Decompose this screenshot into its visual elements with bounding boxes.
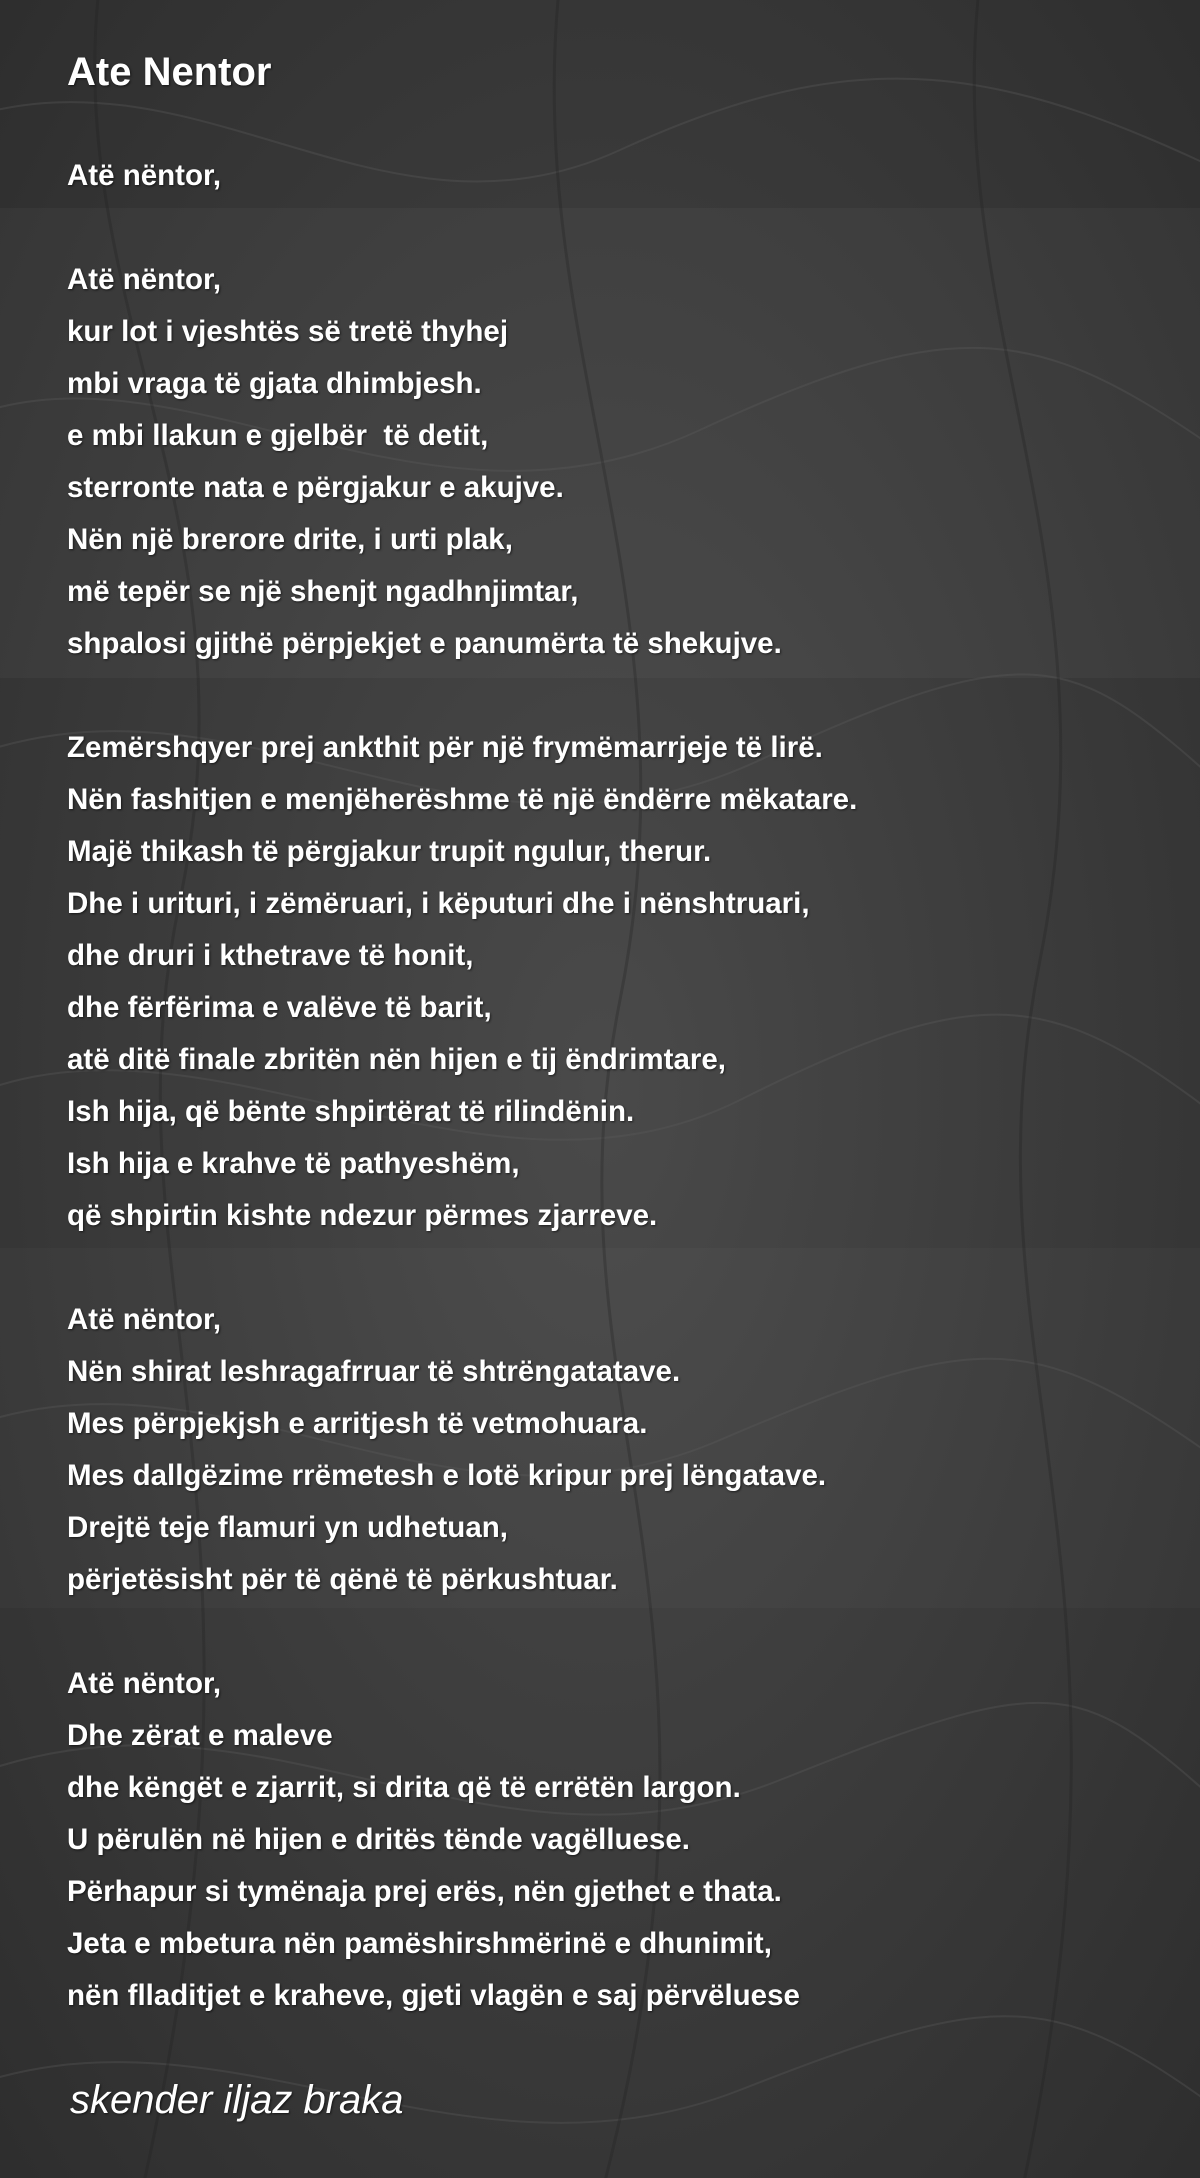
poem-line: Zemërshqyer prej ankthit për një frymëmarrjeje të lirë. (67, 731, 823, 764)
poem-line: dhe fërfërima e valëve të barit, (67, 991, 492, 1024)
stanza (67, 150, 1167, 202)
poem-line: Atë nëntor, (67, 1667, 222, 1700)
poem-line: Drejtë teje flamuri yn udhetuan, (67, 1511, 508, 1544)
poem-line: U përulën në hijen e dritës tënde vagëlluese. (67, 1823, 690, 1856)
poem-line: Nën një brerore drite, i urti plak, (67, 523, 513, 556)
poem-line: nën flladitjet e kraheve, gjeti vlagën e saj përvëluese (67, 1979, 800, 2012)
poem-line: Jeta e mbetura nën pamëshirshmërinë e dhunimit, (67, 1927, 772, 1960)
poem-line: Atë nëntor, (67, 1303, 222, 1336)
poem-line: sterronte nata e përgjakur e akujve. (67, 471, 564, 504)
poem-line: kur lot i vjeshtës së tretë thyhej (67, 315, 509, 348)
poem-line: Dhe i urituri, i zëmëruari, i këputuri dhe i nënshtruari, (67, 887, 810, 920)
poem-line: Dhe zërat e maleve (67, 1719, 333, 1752)
stanza (67, 1658, 1167, 2022)
poem-line: Mes dallgëzime rrëmetesh e lotë kripur prej lëngatave. (67, 1459, 827, 1492)
poem-line: Nën fashitjen e menjëherëshme të një ëndërre mëkatare. (67, 783, 858, 816)
poem-line: që shpirtin kishte ndezur përmes zjarreve. (67, 1199, 658, 1232)
stanza (67, 254, 1167, 670)
poem-author: skender iljaz braka (70, 2078, 404, 2122)
poem-line: Majë thikash të përgjakur trupit ngulur, therur. (67, 835, 712, 868)
poem-line: shpalosi gjithë përpjekjet e panumërta të shekujve. (67, 627, 782, 660)
poem-line: Mes përpjekjsh e arritjesh të vetmohuara. (67, 1407, 648, 1440)
poem-line: Ish hija e krahve të pathyeshëm, (67, 1147, 520, 1180)
poem-title: Ate Nentor (67, 50, 272, 94)
poem-line: dhe këngët e zjarrit, si drita që të errëtën largon. (67, 1771, 741, 1804)
poem-line: e mbi llakun e gjelbër të detit, (67, 419, 489, 452)
stanza (67, 722, 1167, 1242)
poem-line: Përhapur si tymënaja prej erës, nën gjethet e thata. (67, 1875, 782, 1908)
stanza (67, 1294, 1167, 1606)
poem-line: përjetësisht për të qënë të përkushtuar. (67, 1563, 618, 1596)
poem-line: mbi vraga të gjata dhimbjesh. (67, 367, 482, 400)
poem-line: Atë nëntor, (67, 159, 222, 192)
poem-line: dhe druri i kthetrave të honit, (67, 939, 474, 972)
poem-line: Nën shirat leshragafrruar të shtrëngatatave. (67, 1355, 681, 1388)
poem-line: Atë nëntor, (67, 263, 222, 296)
poem-line: atë ditë finale zbritën nën hijen e tij ëndrimtare, (67, 1043, 726, 1076)
poem-line: më tepër se një shenjt ngadhnjimtar, (67, 575, 579, 608)
poem-line: Ish hija, që bënte shpirtërat të rilindënin. (67, 1095, 635, 1128)
poem-body (67, 150, 1167, 2074)
